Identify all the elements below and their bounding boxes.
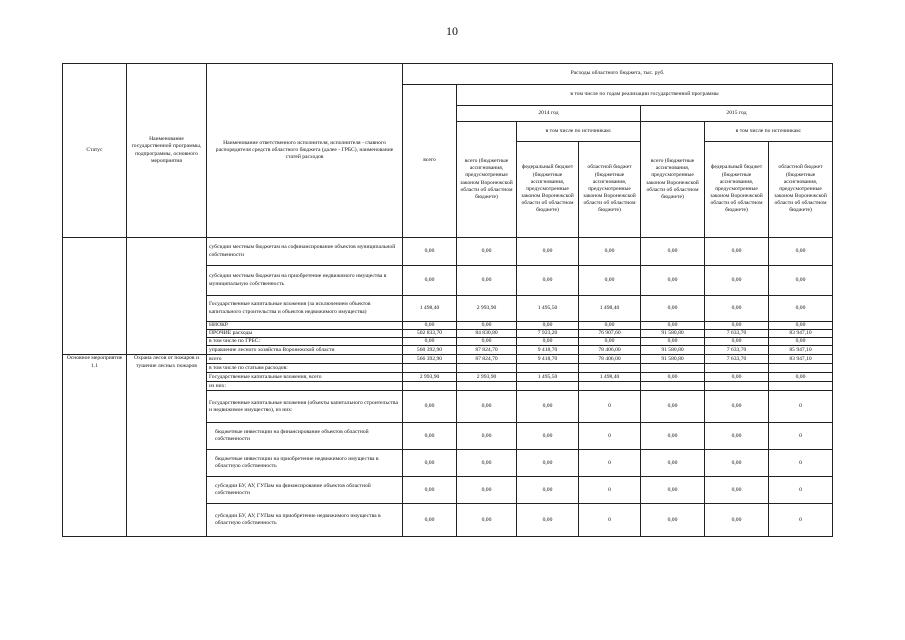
table-row — [63, 238, 833, 266]
cell-value: 0 — [579, 450, 641, 477]
cell-value: 0,00 — [705, 423, 769, 450]
cell-value: 0,00 — [403, 391, 457, 423]
cell-value: 0,00 — [769, 238, 833, 266]
row-label: в том числе по ГРБС: — [207, 338, 403, 346]
cell-value: 0 — [579, 423, 641, 450]
cell-value — [403, 382, 457, 391]
cell-value: 0,00 — [457, 504, 517, 537]
cell-value: 7 633,70 — [705, 355, 769, 364]
row-label: бюджетные инвестиции на приобретение недвижимого имущества в областную собственность — [207, 450, 403, 477]
row-label: ПРОЧИЕ расходы — [207, 330, 403, 338]
page-number: 10 — [446, 24, 458, 38]
cell-value: 0,00 — [457, 338, 517, 346]
header-year-2015: 2015 год — [641, 106, 833, 122]
budget-table — [62, 63, 833, 537]
cell-value — [579, 382, 641, 391]
header-by-years: в том числе по годам реализации государственной программы — [457, 85, 833, 106]
cell-value: 1 495,50 — [517, 373, 579, 382]
cell-value: 0,00 — [705, 322, 769, 330]
header-status: Статус — [63, 64, 127, 238]
cell-value: 0,00 — [705, 391, 769, 423]
cell-value: 0,00 — [579, 338, 641, 346]
header-total: всего — [403, 85, 457, 238]
row-label: Государственные капитальные вложения, всего — [207, 373, 403, 382]
cell-value — [403, 364, 457, 373]
cell-value: 83 947,10 — [769, 330, 833, 338]
cell-value: 0,00 — [641, 266, 705, 296]
cell-value: 7 633,70 — [705, 330, 769, 338]
cell-value: 0,00 — [517, 450, 579, 477]
header-program-name: Наименование государственной программы, подпрограммы, основного мероприятия — [127, 64, 207, 238]
cell-value: 87 824,70 — [457, 355, 517, 364]
cell-value: 0 — [769, 450, 833, 477]
cell-value — [641, 382, 705, 391]
cell-value: 84 830,80 — [457, 330, 517, 338]
row-label: из них: — [207, 382, 403, 391]
cell-value — [579, 364, 641, 373]
cell-value: 0,00 — [457, 450, 517, 477]
cell-value — [517, 382, 579, 391]
cell-value: 0,00 — [403, 322, 457, 330]
cell-value: 1 495,50 — [517, 296, 579, 322]
cell-value: 0 — [769, 391, 833, 423]
cell-value: 2 993,90 — [457, 296, 517, 322]
cell-value: 0,00 — [641, 423, 705, 450]
cell-value: 83 947,10 — [769, 355, 833, 364]
row-label: субсидии БУ, АУ, ГУПам на приобретение недвижимого имущества в областную собственность — [207, 504, 403, 537]
cell-value: 0,00 — [579, 266, 641, 296]
cell-value: 0,00 — [457, 266, 517, 296]
cell-value: 0,00 — [403, 477, 457, 504]
cell-value: 1 498,40 — [403, 296, 457, 322]
cell-value: 0,00 — [517, 338, 579, 346]
cell-value: 560 392,90 — [403, 346, 457, 355]
cell-value: 0,00 — [457, 391, 517, 423]
cell-value: 0,00 — [641, 238, 705, 266]
cell-value: 0,00 — [457, 423, 517, 450]
row-label: НИОКР — [207, 322, 403, 330]
cell-value: 0,00 — [457, 238, 517, 266]
event-status: Основное мероприятие 1.1 — [63, 355, 127, 537]
cell-value: 0,00 — [769, 266, 833, 296]
cell-value: 0,00 — [769, 373, 833, 382]
header-year-2014: 2014 год — [457, 106, 641, 122]
row-label: управление лесного хозяйства Воронежской области — [207, 346, 403, 355]
cell-value: 0 — [769, 477, 833, 504]
cell-value: 0,00 — [769, 296, 833, 322]
row-label: Государственные капитальные вложения (объекты капитального строительства и недвижимое имущество), из них: — [207, 391, 403, 423]
cell-value: 0,00 — [641, 477, 705, 504]
header-regional-2014: областной бюджет (бюджетные ассигнования, предусмотренные законом Воронежской области об областном бюджете) — [579, 142, 641, 238]
table-row — [63, 355, 833, 364]
row-label: всего — [207, 355, 403, 364]
cell-value: 0,00 — [403, 238, 457, 266]
cell-value: 91 580,80 — [641, 355, 705, 364]
cell-value: 0,00 — [517, 477, 579, 504]
cell-value: 0,00 — [705, 504, 769, 537]
cell-value: 0,00 — [705, 450, 769, 477]
cell-value: 0,00 — [403, 450, 457, 477]
cell-value: 76 907,60 — [579, 330, 641, 338]
cell-value: 0,00 — [457, 477, 517, 504]
cell-value: 566 392,90 — [403, 355, 457, 364]
cell-value: 0,00 — [769, 322, 833, 330]
cell-value: 0,00 — [517, 504, 579, 537]
cell-value: 7 923,20 — [517, 330, 579, 338]
cell-value: 0,00 — [579, 238, 641, 266]
program-cell-empty — [127, 238, 207, 355]
cell-value: 0,00 — [403, 338, 457, 346]
cell-value: 502 833,70 — [403, 330, 457, 338]
cell-value: 0,00 — [705, 266, 769, 296]
cell-value: 91 580,80 — [641, 346, 705, 355]
cell-value — [705, 364, 769, 373]
row-label: бюджетные инвестиции на финансирование объектов областной собственности — [207, 423, 403, 450]
cell-value: 0,00 — [641, 296, 705, 322]
cell-value — [705, 382, 769, 391]
cell-value: 0 — [579, 391, 641, 423]
cell-value — [641, 364, 705, 373]
cell-value: 0 — [579, 477, 641, 504]
cell-value: 91 580,80 — [641, 330, 705, 338]
event-name: Охрана лесов от пожаров и тушение лесных пожаров — [127, 355, 207, 537]
cell-value: 0,00 — [641, 322, 705, 330]
cell-value: 78 406,00 — [579, 355, 641, 364]
cell-value: 87 824,70 — [457, 346, 517, 355]
cell-value: 0,00 — [641, 450, 705, 477]
header-sources-2014: в том числе по источникам: — [517, 122, 641, 142]
header-grbs-name: Наименование ответственного исполнителя, исполнителя - главного распорядителя средств областного бюджета (далее - ГРБС), наименование статей расходов — [207, 64, 403, 238]
cell-value: 0,00 — [641, 338, 705, 346]
cell-value: 78 406,00 — [579, 346, 641, 355]
cell-value — [457, 382, 517, 391]
status-cell-empty — [63, 238, 127, 355]
row-label: субсидии местным бюджетам на приобретение недвижимого имущества в муниципальную собственность — [207, 266, 403, 296]
header-sources-2015: в том числе по источникам: — [705, 122, 833, 142]
cell-value: 0,00 — [641, 391, 705, 423]
header-federal-2015: федеральный бюджет (бюджетные ассигнования, предусмотренные законом Воронежской области об областном бюджете) — [705, 142, 769, 238]
row-label: в том числе по статьям расходов: — [207, 364, 403, 373]
cell-value: 0,00 — [705, 338, 769, 346]
cell-value: 0,00 — [457, 322, 517, 330]
cell-value: 1 498,40 — [579, 296, 641, 322]
cell-value: 0 — [769, 423, 833, 450]
cell-value: 0,00 — [517, 266, 579, 296]
cell-value: 0,00 — [641, 373, 705, 382]
cell-value: 2 993,90 — [457, 373, 517, 382]
cell-value: 0 — [769, 504, 833, 537]
cell-value: 0,00 — [769, 338, 833, 346]
cell-value: 0,00 — [403, 266, 457, 296]
cell-value — [457, 364, 517, 373]
cell-value — [769, 364, 833, 373]
cell-value: 0,00 — [403, 423, 457, 450]
header-regional-2015: областной бюджет (бюджетные ассигнования, предусмотренные законом Воронежской области об областном бюджете) — [769, 142, 833, 238]
row-label: субсидии БУ, АУ, ГУПам на финансирование объектов областной собственности — [207, 477, 403, 504]
header-expenses-title: Расходы областного бюджета, тыс. руб. — [403, 64, 833, 85]
cell-value: 2 993,90 — [403, 373, 457, 382]
header-total-2015: всего (бюджетные ассигнования, предусмотренные законом Воронежской области об областном бюджете) — [641, 122, 705, 238]
cell-value: 85 947,10 — [769, 346, 833, 355]
cell-value — [517, 364, 579, 373]
cell-value: 0,00 — [579, 322, 641, 330]
cell-value: 9 418,70 — [517, 355, 579, 364]
cell-value: 1 498,40 — [579, 373, 641, 382]
row-label: Государственные капитальные вложения (за исключением объектов капитального строительства и объектов недвижимого имущества) — [207, 296, 403, 322]
cell-value: 0,00 — [705, 296, 769, 322]
cell-value: 0,00 — [705, 373, 769, 382]
cell-value: 0,00 — [705, 238, 769, 266]
cell-value: 0,00 — [517, 238, 579, 266]
cell-value: 7 633,70 — [705, 346, 769, 355]
cell-value: 0,00 — [517, 322, 579, 330]
cell-value: 9 418,70 — [517, 346, 579, 355]
cell-value: 0,00 — [705, 477, 769, 504]
row-label: субсидии местным бюджетам на софинансирование объектов муниципальной собственности — [207, 238, 403, 266]
cell-value: 0,00 — [517, 423, 579, 450]
header-federal-2014: федеральный бюджет (бюджетные ассигнования, предусмотренные законом Воронежской области об областном бюджете) — [517, 142, 579, 238]
cell-value — [769, 382, 833, 391]
cell-value: 0 — [579, 504, 641, 537]
cell-value: 0,00 — [403, 504, 457, 537]
header-total-2014: всего (бюджетные ассигнования, предусмотренные законом Воронежской области об областном бюджете) — [457, 122, 517, 238]
cell-value: 0,00 — [517, 391, 579, 423]
cell-value: 0,00 — [641, 504, 705, 537]
